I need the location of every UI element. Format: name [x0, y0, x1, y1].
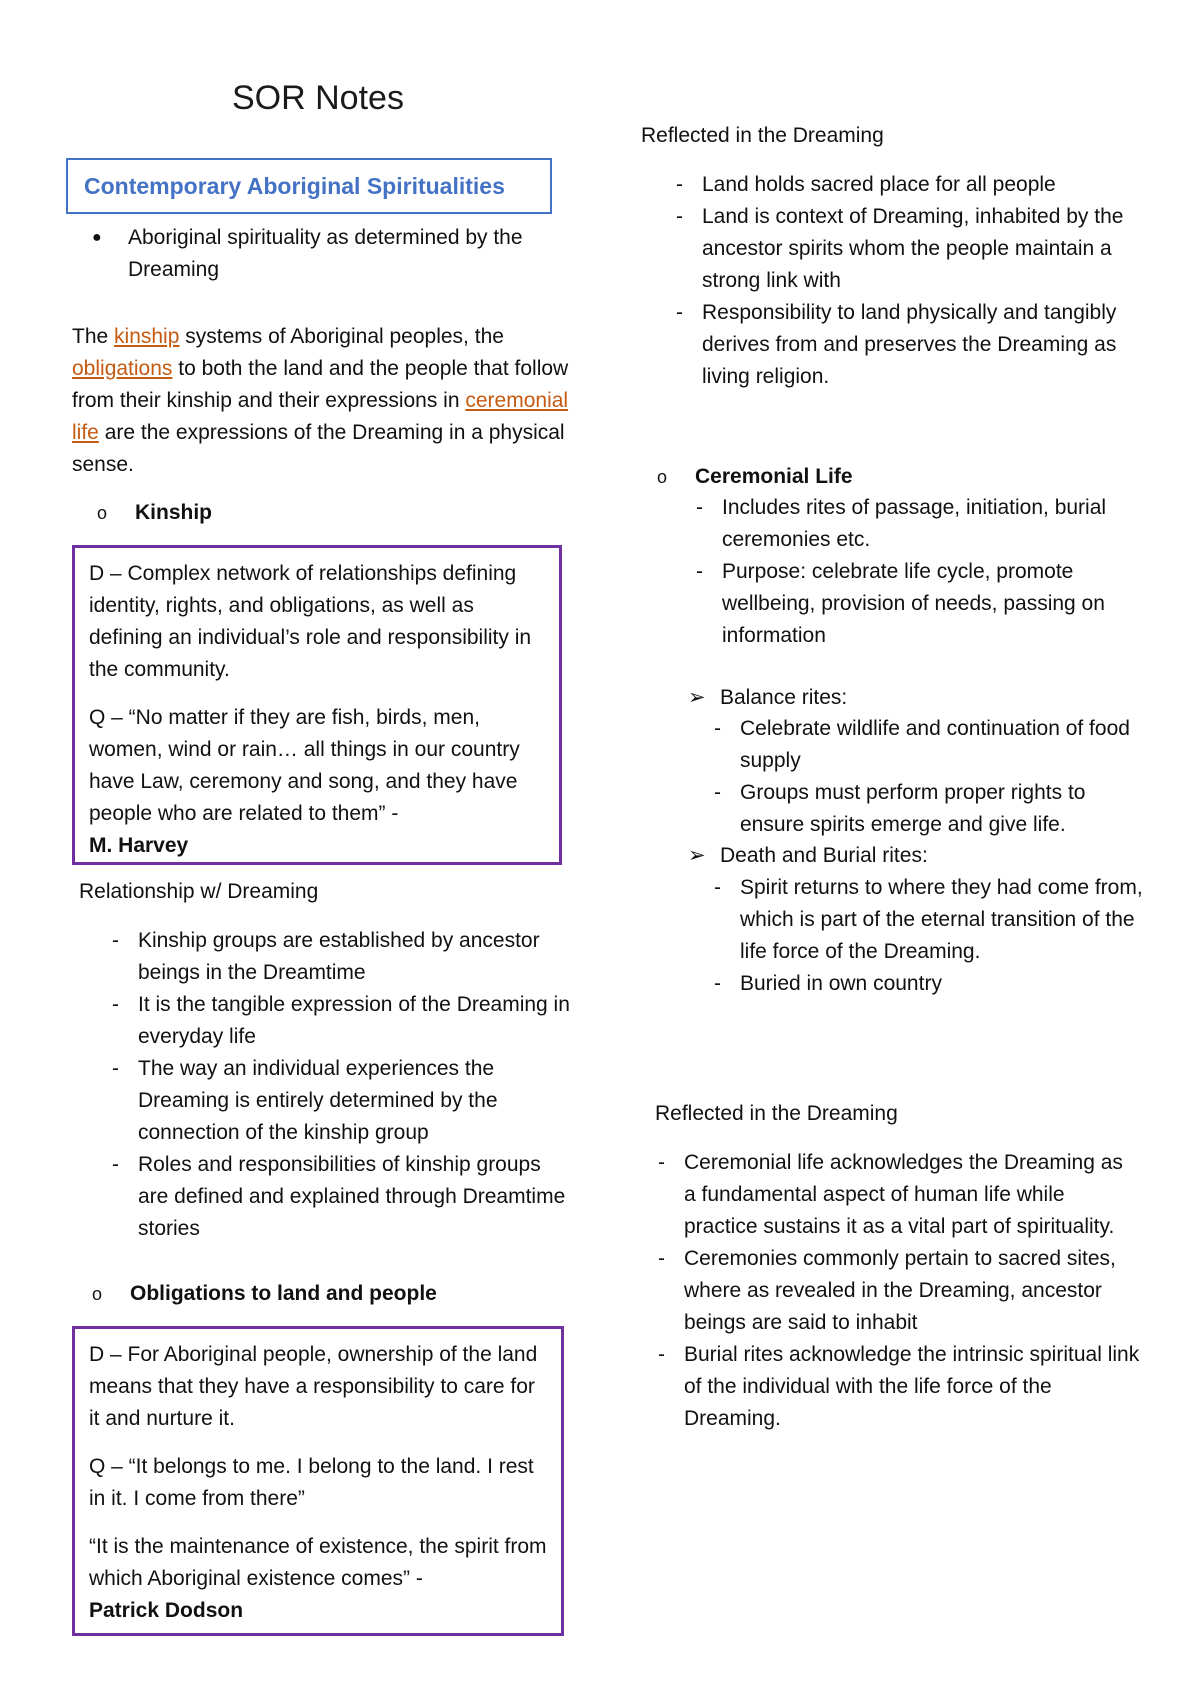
balance-rites-list	[706, 713, 1146, 841]
obligations-quote-2	[89, 1531, 547, 1627]
kinship-definition: D – Complex network of relationships defining identity, rights, and obligations, as well as defining an individual’s role and responsibility in the community.	[89, 562, 532, 681]
balance-rites-heading	[688, 682, 847, 714]
ceremonial-life-heading	[657, 461, 853, 493]
dash-icon: -	[658, 1151, 665, 1174]
reflected-list-1	[668, 169, 1138, 393]
list-item: - The way an individual experiences the Dreaming is entirely determined by the connection of the kinship group	[104, 1053, 574, 1149]
list-item: - Includes rites of passage, initiation, burial ceremonies etc.	[688, 492, 1148, 556]
kinship-link[interactable]: kinship	[114, 325, 180, 348]
circle-bullet-icon: o	[92, 1284, 103, 1304]
circle-bullet-icon: o	[657, 467, 668, 487]
death-burial-rites-heading-text: Death and Burial rites:	[720, 844, 928, 867]
dash-icon: -	[696, 560, 703, 583]
dash-icon: -	[112, 929, 119, 952]
list-item: - Land is context of Dreaming, inhabited by the ancestor spirits whom the people maintain a strong link with	[668, 201, 1138, 297]
intro-text-2: systems of Aboriginal peoples, the	[179, 325, 504, 348]
intro-paragraph	[72, 321, 572, 481]
kinship-definition-box	[72, 545, 562, 865]
obligations-heading	[92, 1278, 437, 1310]
dash-icon: -	[714, 876, 721, 899]
bullet-item	[92, 222, 562, 286]
dash-icon: -	[658, 1247, 665, 1270]
death-burial-rites-list	[706, 872, 1146, 1000]
dash-icon: -	[714, 972, 721, 995]
list-item: - Spirit returns to where they had come from, which is part of the eternal transition of the life force of the Dreaming.	[706, 872, 1146, 968]
obligations-quote-1: Q – “It belongs to me. I belong to the land. I rest in it. I come from there”	[89, 1455, 534, 1510]
reflected-list-2	[650, 1147, 1140, 1435]
obligations-quote-2-text: “It is the maintenance of existence, the spirit from which Aboriginal existence comes” -	[89, 1535, 547, 1590]
list-item: - Groups must perform proper rights to ensure spirits emerge and give life.	[706, 777, 1146, 841]
balance-rites-heading-text: Balance rites:	[720, 686, 848, 709]
obligations-link[interactable]: obligations	[72, 357, 173, 380]
ceremonial-life-link[interactable]: ceremonial life	[72, 389, 569, 444]
list-item: - Celebrate wildlife and continuation of food supply	[706, 713, 1146, 777]
list-item: - Responsibility to land physically and tangibly derives from and preserves the Dreaming as living religion.	[668, 297, 1138, 393]
bullet-icon: ●	[92, 229, 102, 246]
list-item: - Ceremonial life acknowledges the Dreaming as a fundamental aspect of human life while practice sustains it as a vital part of spirituality.	[650, 1147, 1140, 1243]
circle-bullet-icon: o	[97, 503, 108, 523]
dash-icon: -	[714, 717, 721, 740]
relationship-heading: Relationship w/ Dreaming	[79, 880, 319, 903]
arrow-bullet-icon: ➢	[688, 844, 706, 867]
dash-icon: -	[676, 205, 683, 228]
list-item: - It is the tangible expression of the Dreaming in everyday life	[104, 989, 574, 1053]
kinship-quote-text: Q – “No matter if they are fish, birds, men, women, wind or rain… all things in our country have Law, ceremony and song, and they have people who are related to them” -	[89, 706, 520, 825]
relationship-list	[104, 925, 574, 1245]
bullet-text: Aboriginal spirituality as determined by the Dreaming	[128, 226, 523, 281]
obligations-quote-author: Patrick Dodson	[89, 1599, 244, 1622]
intro-text-3: to both the land and the people that follow from their kinship and their expressions in	[72, 357, 569, 412]
kinship-heading-text: Kinship	[135, 501, 212, 524]
kinship-quote	[89, 702, 545, 862]
list-item: - Burial rites acknowledge the intrinsic spiritual link of the individual with the life force of the Dreaming.	[650, 1339, 1140, 1435]
document-title: SOR Notes	[232, 79, 404, 117]
ceremonial-list	[688, 492, 1148, 652]
list-item: - Purpose: celebrate life cycle, promote wellbeing, provision of needs, passing on information	[688, 556, 1148, 652]
section-heading: Contemporary Aboriginal Spiritualities	[66, 158, 552, 214]
dash-icon: -	[714, 781, 721, 804]
dash-icon: -	[676, 301, 683, 324]
list-item: - Ceremonies commonly pertain to sacred sites, where as revealed in the Dreaming, ancestor beings are said to inhabit	[650, 1243, 1140, 1339]
arrow-bullet-icon: ➢	[688, 686, 706, 709]
dash-icon: -	[658, 1343, 665, 1366]
obligations-definition-box	[72, 1326, 564, 1636]
dash-icon: -	[112, 1153, 119, 1176]
reflected-heading-1: Reflected in the Dreaming	[641, 124, 884, 147]
intro-text-1: The	[72, 325, 115, 348]
dash-icon: -	[676, 173, 683, 196]
dash-icon: -	[696, 496, 703, 519]
reflected-heading-2: Reflected in the Dreaming	[655, 1102, 898, 1125]
obligations-heading-text: Obligations to land and people	[130, 1282, 437, 1305]
kinship-quote-author: M. Harvey	[89, 834, 189, 857]
dash-icon: -	[112, 993, 119, 1016]
death-burial-rites-heading	[688, 840, 928, 872]
ceremonial-life-heading-text: Ceremonial Life	[695, 465, 853, 488]
obligations-definition: D – For Aboriginal people, ownership of the land means that they have a responsibility to care for it and nurture it.	[89, 1343, 538, 1430]
list-item: - Land holds sacred place for all people	[668, 169, 1138, 201]
list-item: - Roles and responsibilities of kinship groups are defined and explained through Dreamtime stories	[104, 1149, 574, 1245]
list-item: - Buried in own country	[706, 968, 1146, 1000]
kinship-heading	[97, 497, 212, 529]
list-item: - Kinship groups are established by ancestor beings in the Dreamtime	[104, 925, 574, 989]
intro-text-4: are the expressions of the Dreaming in a physical sense.	[72, 421, 565, 476]
dash-icon: -	[112, 1057, 119, 1080]
